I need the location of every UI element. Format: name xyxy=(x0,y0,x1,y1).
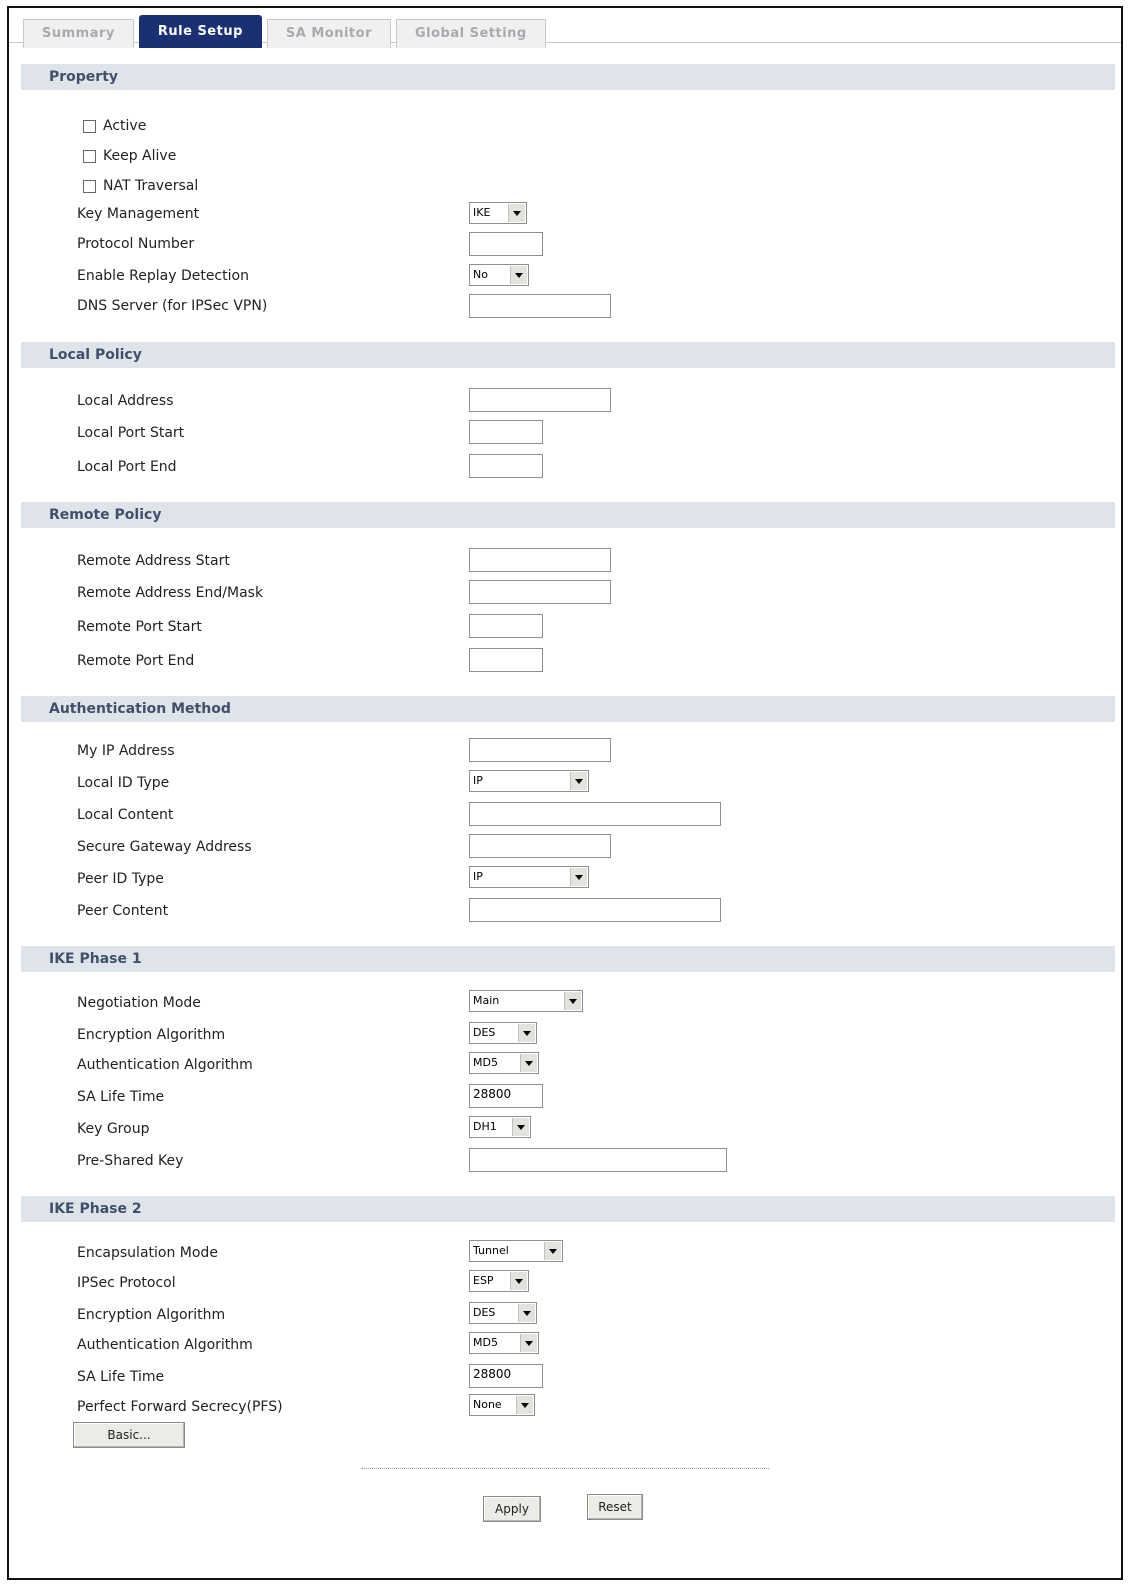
chevron-down-icon xyxy=(518,1304,535,1322)
ike2-sa-life-label: SA Life Time xyxy=(77,1369,165,1385)
chevron-down-icon xyxy=(570,772,587,790)
encapsulation-mode-value: Tunnel xyxy=(473,1244,509,1257)
chevron-down-icon xyxy=(516,1396,533,1414)
pfs-select[interactable] xyxy=(469,1394,535,1416)
tab-bar xyxy=(23,14,551,48)
encapsulation-mode-label: Encapsulation Mode xyxy=(77,1245,218,1261)
ike2-sa-life-field[interactable]: 28800 xyxy=(469,1364,543,1388)
peer-id-type-value: IP xyxy=(473,870,483,883)
my-ip-address-field[interactable] xyxy=(469,738,611,762)
ike1-authentication-label: Authentication Algorithm xyxy=(77,1057,253,1073)
remote-port-start-field[interactable] xyxy=(469,614,543,638)
local-content-field[interactable] xyxy=(469,802,721,826)
remote-address-start-field[interactable] xyxy=(469,548,611,572)
remote-port-end-label: Remote Port End xyxy=(77,653,195,669)
section-authentication-method: Authentication Method xyxy=(21,696,1115,722)
chevron-down-icon xyxy=(544,1242,561,1260)
remote-address-end-field[interactable] xyxy=(469,580,611,604)
peer-id-type-select[interactable] xyxy=(469,866,589,888)
pre-shared-key-label: Pre-Shared Key xyxy=(77,1153,184,1169)
tab-rule-setup[interactable]: Rule Setup xyxy=(139,15,262,48)
encapsulation-mode-select[interactable] xyxy=(469,1240,563,1262)
ike2-encryption-value: DES xyxy=(473,1306,496,1319)
tab-summary[interactable]: Summary xyxy=(23,19,134,48)
pre-shared-key-field[interactable] xyxy=(469,1148,727,1172)
replay-detection-label: Enable Replay Detection xyxy=(77,268,249,284)
chevron-down-icon xyxy=(510,266,527,284)
local-port-end-label: Local Port End xyxy=(77,459,177,475)
negotiation-mode-value: Main xyxy=(473,994,500,1007)
chevron-down-icon xyxy=(508,204,525,222)
peer-id-type-label: Peer ID Type xyxy=(77,871,164,887)
section-property: Property xyxy=(21,64,1115,90)
keep-alive-label: Keep Alive xyxy=(103,148,177,164)
ike2-encryption-label: Encryption Algorithm xyxy=(77,1307,226,1323)
peer-content-field[interactable] xyxy=(469,898,721,922)
local-port-start-field[interactable] xyxy=(469,420,543,444)
local-port-end-field[interactable] xyxy=(469,454,543,478)
chevron-down-icon xyxy=(520,1334,537,1352)
local-id-type-select[interactable] xyxy=(469,770,589,792)
section-ike-phase-1: IKE Phase 1 xyxy=(21,946,1115,972)
key-group-select[interactable] xyxy=(469,1116,531,1138)
ike1-encryption-value: DES xyxy=(473,1026,496,1039)
divider xyxy=(361,1468,769,1469)
chevron-down-icon xyxy=(520,1054,537,1072)
keep-alive-checkbox[interactable] xyxy=(83,150,96,163)
ipsec-protocol-select[interactable] xyxy=(469,1270,529,1292)
ike1-sa-life-field[interactable]: 28800 xyxy=(469,1084,543,1108)
dns-server-field[interactable] xyxy=(469,294,611,318)
remote-address-end-label: Remote Address End/Mask xyxy=(77,585,264,601)
my-ip-address-label: My IP Address xyxy=(77,743,175,759)
local-id-type-label: Local ID Type xyxy=(77,775,170,791)
reset-button[interactable]: Reset xyxy=(587,1494,643,1520)
key-management-value: IKE xyxy=(473,206,491,219)
local-port-start-label: Local Port Start xyxy=(77,425,185,441)
remote-address-start-label: Remote Address Start xyxy=(77,553,230,569)
active-checkbox[interactable] xyxy=(83,120,96,133)
ike2-authentication-select[interactable] xyxy=(469,1332,539,1354)
local-content-label: Local Content xyxy=(77,807,174,823)
ike2-authentication-value: MD5 xyxy=(473,1336,498,1349)
ike2-encryption-select[interactable] xyxy=(469,1302,537,1324)
tab-global-setting[interactable]: Global Setting xyxy=(396,19,546,48)
replay-detection-select[interactable] xyxy=(469,264,529,286)
tab-sa-monitor[interactable]: SA Monitor xyxy=(267,19,391,48)
apply-button[interactable]: Apply xyxy=(483,1496,541,1522)
key-management-label: Key Management xyxy=(77,206,200,222)
remote-port-end-field[interactable] xyxy=(469,648,543,672)
ike1-authentication-select[interactable] xyxy=(469,1052,539,1074)
protocol-number-label: Protocol Number xyxy=(77,236,195,252)
ike1-sa-life-label: SA Life Time xyxy=(77,1089,165,1105)
ike1-encryption-label: Encryption Algorithm xyxy=(77,1027,226,1043)
chevron-down-icon xyxy=(510,1272,527,1290)
chevron-down-icon xyxy=(518,1024,535,1042)
negotiation-mode-select[interactable] xyxy=(469,990,583,1012)
section-ike-phase-2: IKE Phase 2 xyxy=(21,1196,1115,1222)
local-address-label: Local Address xyxy=(77,393,174,409)
pfs-label: Perfect Forward Secrecy(PFS) xyxy=(77,1399,283,1415)
key-management-select[interactable] xyxy=(469,202,527,224)
chevron-down-icon xyxy=(512,1118,529,1136)
rule-setup-panel xyxy=(7,6,1123,1580)
key-group-label: Key Group xyxy=(77,1121,150,1137)
secure-gateway-label: Secure Gateway Address xyxy=(77,839,252,855)
dns-server-label: DNS Server (for IPSec VPN) xyxy=(77,298,268,314)
section-remote-policy: Remote Policy xyxy=(21,502,1115,528)
negotiation-mode-label: Negotiation Mode xyxy=(77,995,201,1011)
basic-button[interactable]: Basic... xyxy=(73,1422,185,1448)
nat-traversal-checkbox[interactable] xyxy=(83,180,96,193)
ike1-encryption-select[interactable] xyxy=(469,1022,537,1044)
ike1-authentication-value: MD5 xyxy=(473,1056,498,1069)
key-group-value: DH1 xyxy=(473,1120,497,1133)
nat-traversal-label: NAT Traversal xyxy=(103,178,199,194)
protocol-number-field[interactable] xyxy=(469,232,543,256)
ike2-authentication-label: Authentication Algorithm xyxy=(77,1337,253,1353)
chevron-down-icon xyxy=(570,868,587,886)
section-local-policy: Local Policy xyxy=(21,342,1115,368)
remote-port-start-label: Remote Port Start xyxy=(77,619,202,635)
secure-gateway-field[interactable] xyxy=(469,834,611,858)
active-label: Active xyxy=(103,118,147,134)
peer-content-label: Peer Content xyxy=(77,903,169,919)
ipsec-protocol-value: ESP xyxy=(473,1274,494,1287)
local-id-type-value: IP xyxy=(473,774,483,787)
ipsec-protocol-label: IPSec Protocol xyxy=(77,1275,176,1291)
replay-detection-value: No xyxy=(473,268,488,281)
pfs-value: None xyxy=(473,1398,502,1411)
local-address-field[interactable] xyxy=(469,388,611,412)
chevron-down-icon xyxy=(564,992,581,1010)
